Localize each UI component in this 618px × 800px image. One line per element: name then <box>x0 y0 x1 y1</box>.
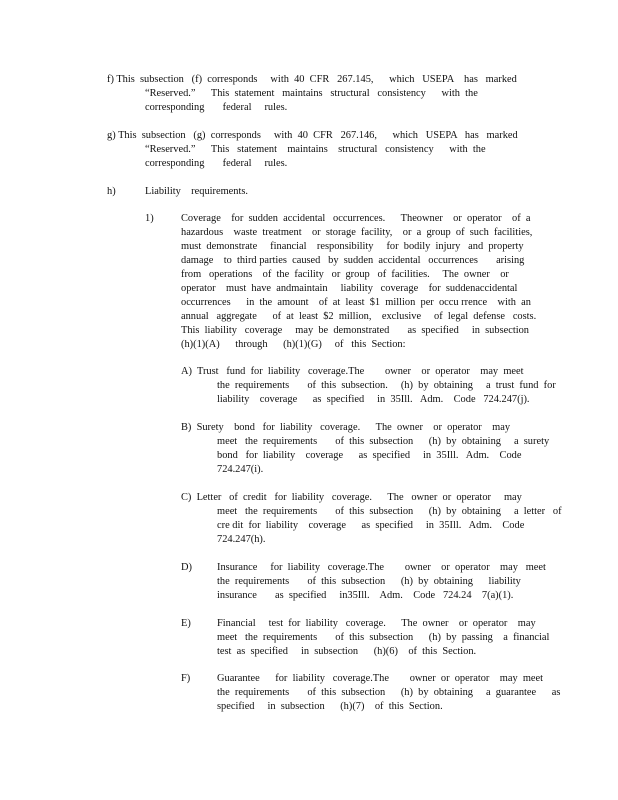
item-e-line-2: meet the requirements of this subsection (h) by passing a financial <box>217 632 550 643</box>
paragraph-h-marker: h) <box>107 186 116 197</box>
subparagraph-h1-marker: 1) <box>145 213 154 224</box>
paragraph-g-line-1: g) This subsection (g) corresponds with 40 CFR 267.146, which USEPA has marked <box>107 130 518 141</box>
item-b-line-2: meet the requirements of this subsection (h) by obtaining a surety <box>217 436 550 447</box>
subparagraph-h1-line-3: must demonstrate financial responsibility for bodily injury and property <box>181 241 524 252</box>
item-f-marker: F) <box>181 673 191 684</box>
item-c-line-3: cre dit for liability coverage as specified in 35Ill. Adm. Code <box>217 520 525 531</box>
item-a-line-1: A) Trust fund for liability coverage.The owner or operator may meet <box>181 366 524 377</box>
subparagraph-h1-line-2: hazardous waste treatment or storage facility, or a group of such facilities, <box>181 227 533 238</box>
item-f-line-1: Guarantee for liability coverage.The owner or operator may meet <box>217 673 544 684</box>
paragraph-f-line-3: corresponding federal rules. <box>145 102 288 113</box>
item-c-line-1: C) Letter of credit for liability coverage. The owner or operator may <box>181 492 522 503</box>
item-b-line-4: 724.247(i). <box>217 464 264 475</box>
item-d-line-2: the requirements of this subsection (h) by obtaining liability <box>217 576 521 587</box>
item-a-line-2: the requirements of this subsection. (h) by obtaining a trust fund for <box>217 380 556 391</box>
subparagraph-h1-line-7: occurrences in the amount of at least $1 million per occu rrence with an <box>181 297 531 308</box>
paragraph-h-heading: Liability requirements. <box>145 186 249 197</box>
item-e-line-3: test as specified in subsection (h)(6) of this Section. <box>217 646 477 657</box>
item-f-line-3: specified in subsection (h)(7) of this Section. <box>217 701 443 712</box>
item-e-marker: E) <box>181 618 191 629</box>
subparagraph-h1-line-1: Coverage for sudden accidental occurrences. Theowner or operator of a <box>181 213 531 224</box>
item-b-line-1: B) Surety bond for liability coverage. The owner or operator may <box>181 422 511 433</box>
item-a-line-3: liability coverage as specified in 35Ill. Adm. Code 724.247(j). <box>217 394 530 405</box>
subparagraph-h1-line-9: This liability coverage may be demonstrated as specified in subsection <box>181 325 529 336</box>
paragraph-f-line-1: f) This subsection (f) corresponds with 40 CFR 267.145, which USEPA has marked <box>107 74 517 85</box>
item-d-line-1: Insurance for liability coverage.The owner or operator may meet <box>217 562 546 573</box>
paragraph-f-line-2: “Reserved.” This statement maintains structural consistency with the <box>145 88 478 99</box>
item-c-line-4: 724.247(h). <box>217 534 266 545</box>
item-b-line-3: bond for liability coverage as specified in 35Ill. Adm. Code <box>217 450 522 461</box>
item-e-line-1: Financial test for liability coverage. The owner or operator may <box>217 618 536 629</box>
item-c-line-2: meet the requirements of this subsection (h) by obtaining a letter of <box>217 506 562 517</box>
subparagraph-h1-line-10: (h)(1)(A) through (h)(1)(G) of this Section: <box>181 339 406 350</box>
item-d-line-3: insurance as specified in35Ill. Adm. Code 724.24 7(a)(1). <box>217 590 514 601</box>
paragraph-g-line-3: corresponding federal rules. <box>145 158 288 169</box>
paragraph-g-line-2: “Reserved.” This statement maintains structural consistency with the <box>145 144 486 155</box>
subparagraph-h1-line-5: from operations of the facility or group of facilities. The owner or <box>181 269 509 280</box>
item-f-line-2: the requirements of this subsection (h) by obtaining a guarantee as <box>217 687 561 698</box>
subparagraph-h1-line-4: damage to third parties caused by sudden accidental occurrences arising <box>181 255 525 266</box>
subparagraph-h1-line-6: operator must have andmaintain liability coverage for suddenaccidental <box>181 283 518 294</box>
item-d-marker: D) <box>181 562 192 573</box>
subparagraph-h1-line-8: annual aggregate of at least $2 million, exclusive of legal defense costs. <box>181 311 537 322</box>
